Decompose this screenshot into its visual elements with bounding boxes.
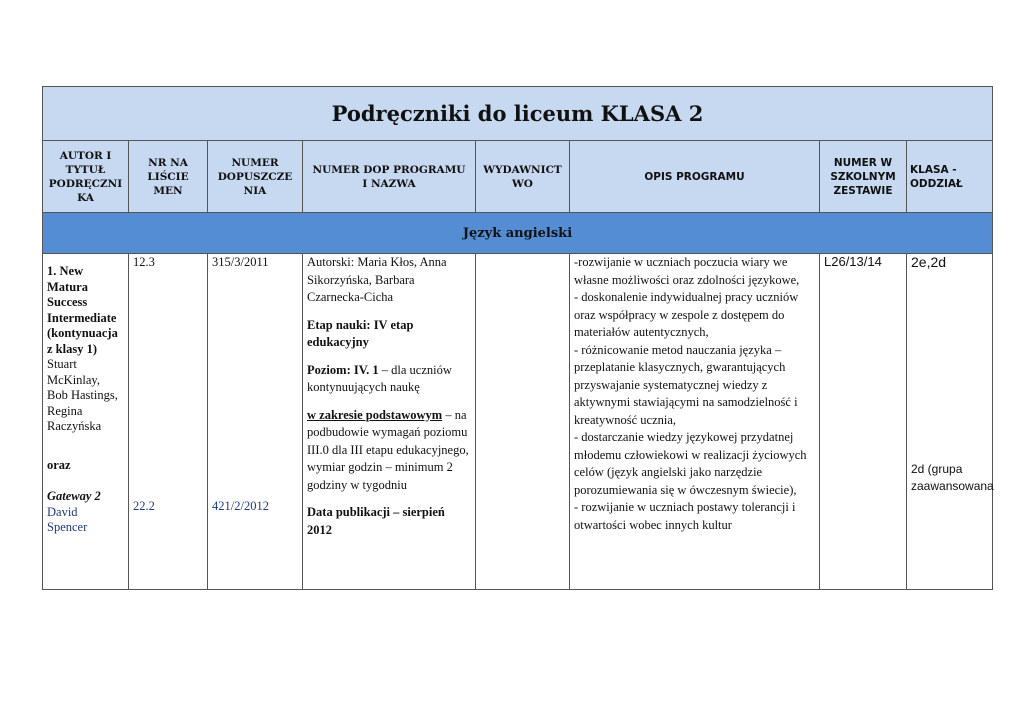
connector-oraz: oraz — [47, 457, 71, 472]
header-autor: AUTOR I TYTUŁ PODRĘCZNI KA — [43, 141, 129, 213]
header-numer-dopuszczenia: NUMER DOPUSZCZE NIA — [208, 141, 303, 213]
cell-program: Autorski: Maria Kłos, Anna Sikorzyńska, Barbara Czarnecka-Cicha Etap nauki: IV etap edukacyjny Poziom: IV. 1 – dla uczniów kontynuujących naukę w zakresie podstawowym – na podbudowie wymagań poziomu III.0 dla III etapu edukacyjnego, wymiar godzin – minimum 2 godziny w tygodniu Data publikacji – sierpień 2012 — [303, 254, 476, 590]
header-wydawnictwo: WYDAWNICT WO — [476, 141, 570, 213]
cell-nr-na-liscie: 12.3 22.2 — [129, 254, 208, 590]
cell-numer-dopuszczenia: 315/3/2011 421/2/2012 — [208, 254, 303, 590]
cell-wydawnictwo — [476, 254, 570, 590]
header-opis-programu: OPIS PROGRAMU — [570, 141, 820, 213]
book2-title: Gateway 2 — [47, 489, 101, 503]
cell-opis-programu: -rozwijanie w uczniach poczucia wiary we własne możliwości oraz zdolności językowe, - doskonalenie indywidualnej pracy uczniów oraz współpracy w zespole z dostępem do materiałów autentycznych, - różnicowanie metod nauczania języka – przeplatanie klasycznych, gwarantujących przyswajanie systematycznej wiedzy z aktywnymi stawiającymi na samodzielność i kreatywność ucznia, - dostarczanie wiedzy językowej przydatnej młodemu człowiekowi w realizacji życiowych celów (język angielski jako narzędzie porozumiewania się w ówczesnym świecie), - rozwijanie w uczniach postawy tolerancji i otwartości wobec innych kultur — [570, 254, 820, 590]
table-row — [43, 254, 993, 590]
textbook-document — [42, 86, 992, 590]
cell-autor: 1. New Matura Success Intermediate (kontynuacja z klasy 1) Stuart McKinlay, Bob Hastings, Regina Raczyńska oraz Gateway 2 David Spencer — [43, 254, 129, 590]
textbook-table — [42, 86, 993, 590]
cell-numer-w-zestawie: L26/13/14 — [820, 254, 907, 590]
page-title: Podręczniki do liceum KLASA 2 — [43, 87, 993, 141]
subject-heading: Język angielski — [43, 213, 993, 254]
header-numer-w-zestawie: NUMER W SZKOLNYM ZESTAWIE — [820, 141, 907, 213]
header-numer-dop-programu: NUMER DOP PROGRAMU I NAZWA — [303, 141, 476, 213]
cell-klasa-oddzial: 2e,2d 2d (grupa zaawansowana — [907, 254, 993, 590]
header-nr-na-liscie: NR NA LIŚCIE MEN — [129, 141, 208, 213]
header-klasa-oddzial: KLASA - ODDZIAŁ — [907, 141, 993, 213]
